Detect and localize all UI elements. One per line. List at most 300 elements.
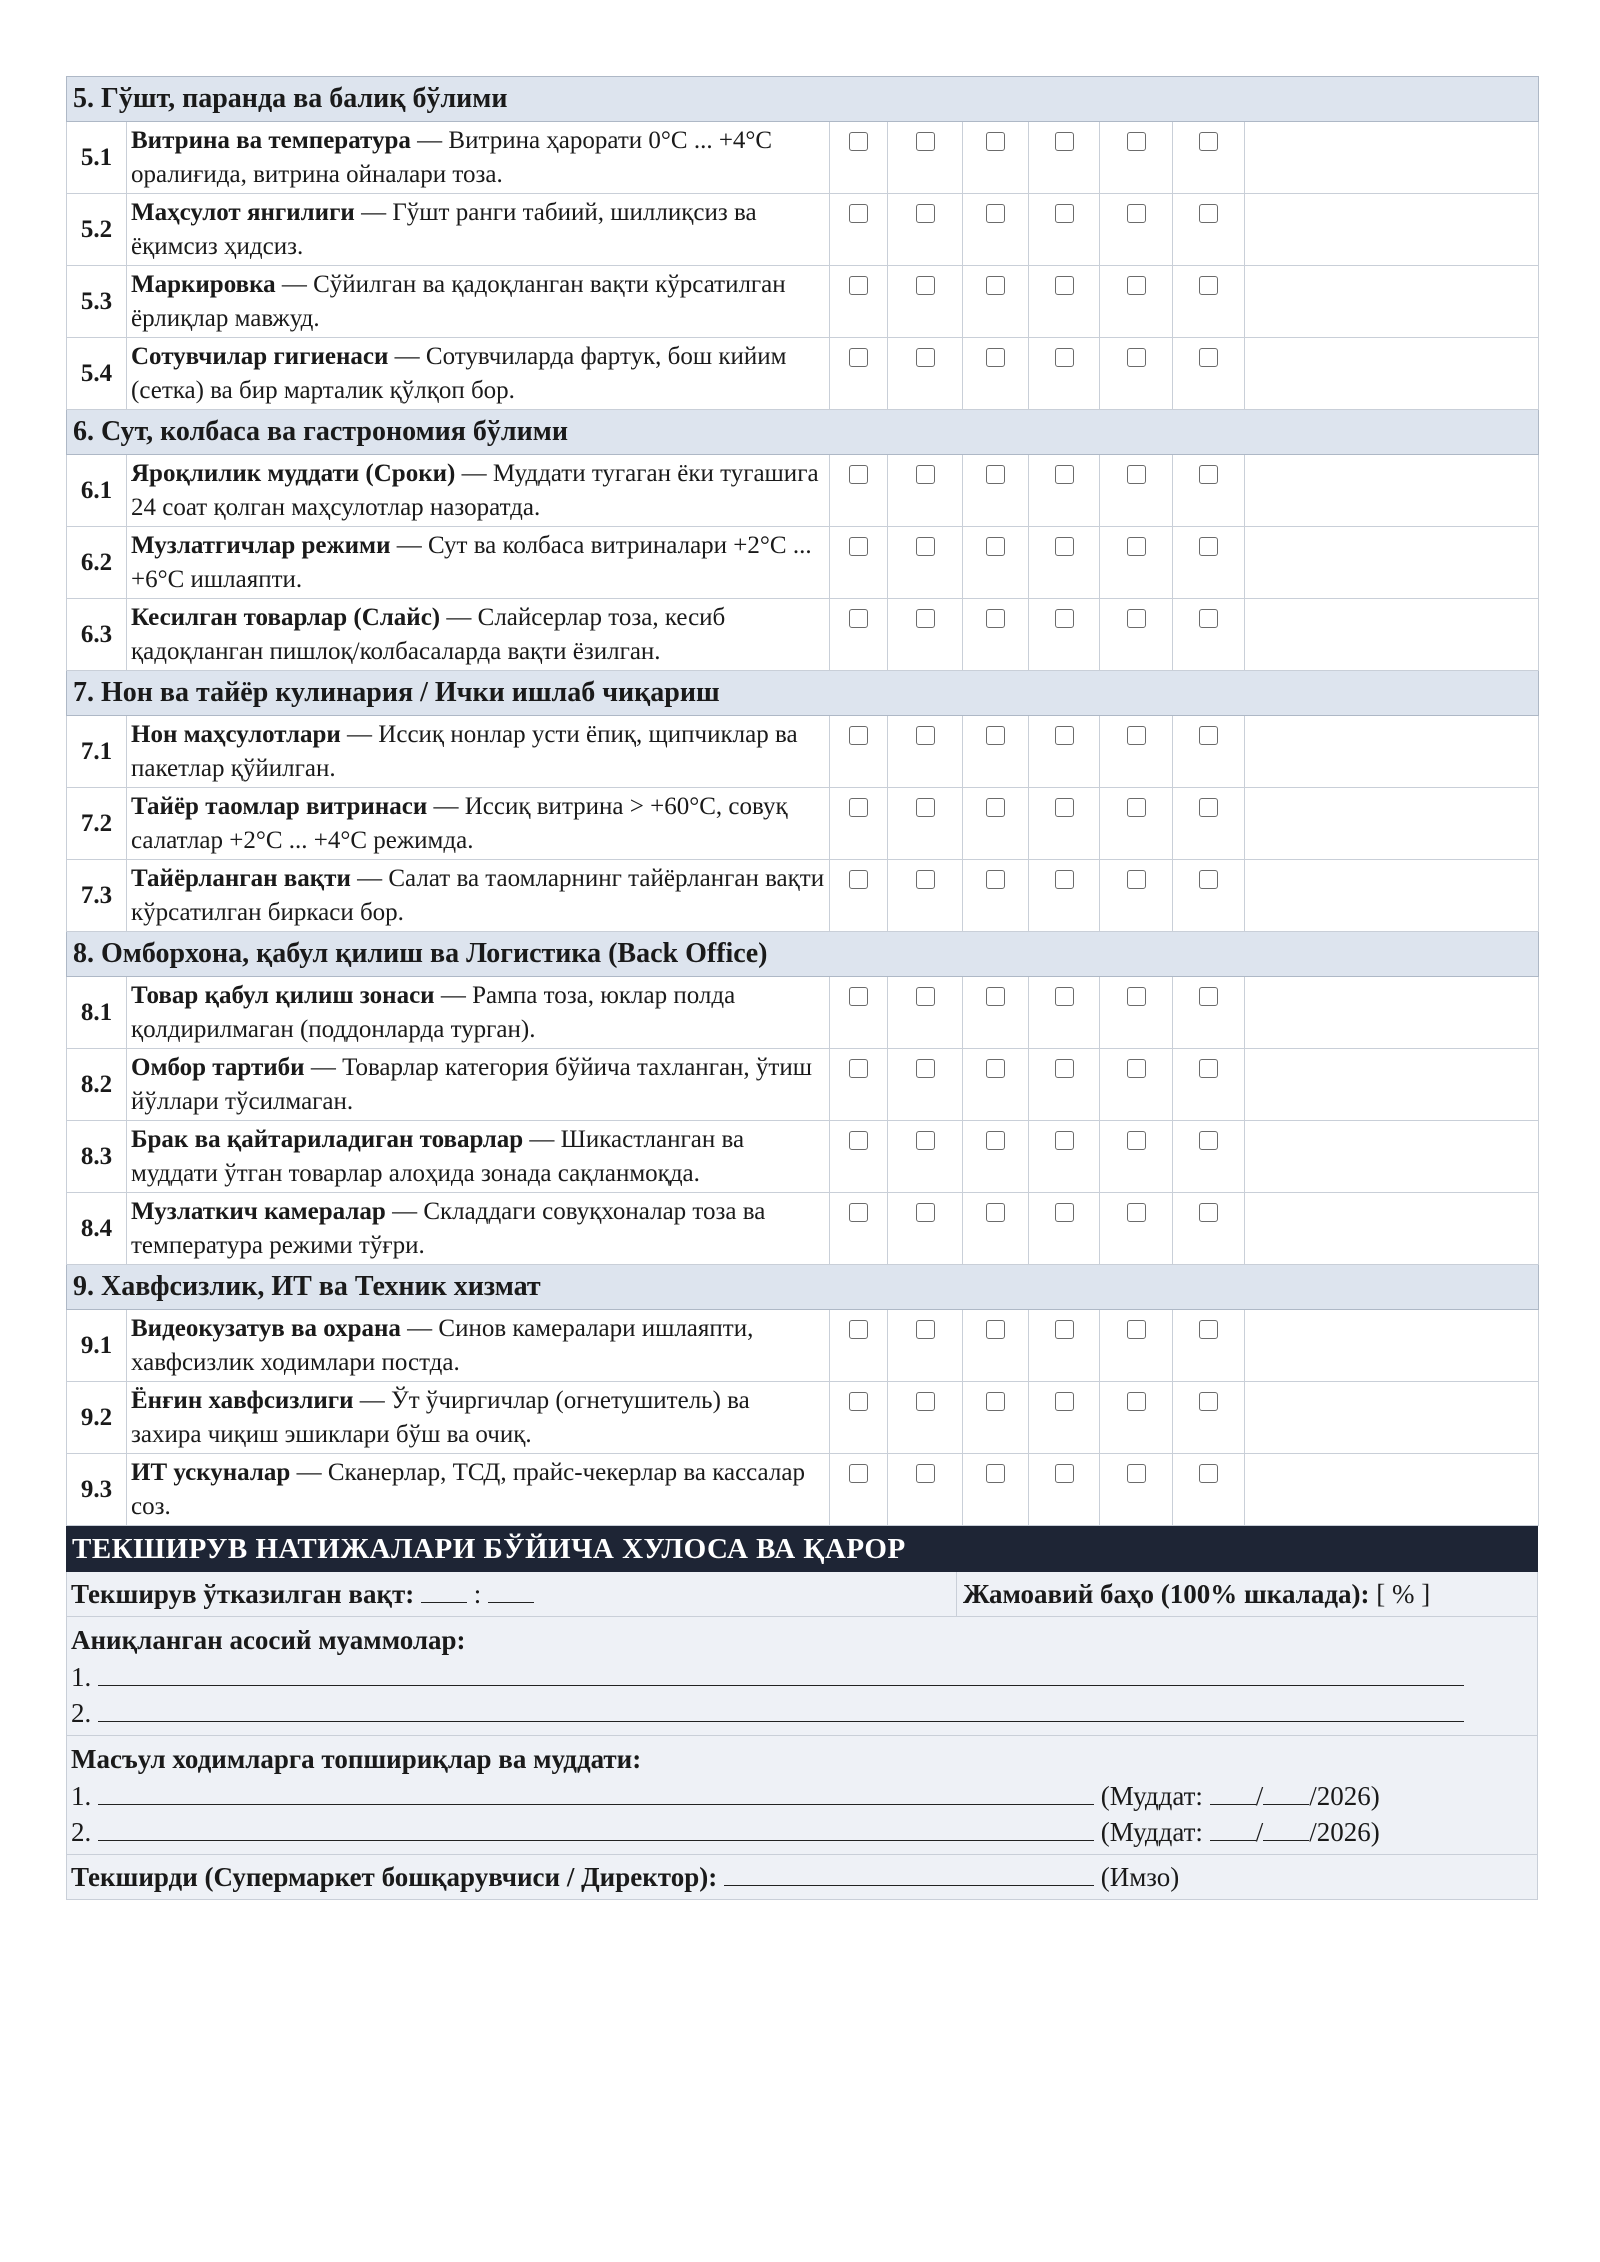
time-colon: :: [473, 1579, 482, 1609]
checked-by-label: Текширди (Супермаркет бошқарувчиси / Директор):: [71, 1862, 718, 1892]
checkbox-cell: [963, 1454, 1029, 1526]
item-number: 8.4: [67, 1193, 127, 1265]
deadline-year: /2026): [1309, 1817, 1380, 1847]
checkbox-cell: [1029, 338, 1100, 410]
checklist-row: [67, 1049, 1539, 1121]
checkbox[interactable]: [916, 132, 935, 151]
checkbox[interactable]: [986, 132, 1005, 151]
checkbox[interactable]: [916, 870, 935, 889]
remarks-cell[interactable]: [1245, 1049, 1539, 1121]
checklist-page: [66, 76, 1538, 1900]
checkbox[interactable]: [849, 1203, 868, 1222]
item-title: Тайёрланган вақти: [131, 865, 351, 892]
task-number: 1.: [71, 1781, 92, 1811]
checkbox-cell: [963, 788, 1029, 860]
checkbox[interactable]: [1127, 870, 1146, 889]
item-number: 5.2: [67, 194, 127, 266]
checkbox-cell: [1173, 977, 1245, 1049]
checkbox-cell: [963, 1121, 1029, 1193]
checkbox[interactable]: [849, 1320, 868, 1339]
checkbox[interactable]: [849, 465, 868, 484]
checkbox[interactable]: [1127, 1203, 1146, 1222]
checkbox[interactable]: [1127, 1320, 1146, 1339]
checkbox-cell: [963, 527, 1029, 599]
checkbox[interactable]: [1199, 1392, 1218, 1411]
checkbox-cell: [830, 338, 888, 410]
checkbox-cell: [830, 266, 888, 338]
item-title: Музлатгичлар режими: [131, 532, 391, 559]
item-number: 7.1: [67, 716, 127, 788]
problem-number: 1.: [71, 1662, 92, 1692]
checkbox[interactable]: [916, 1464, 935, 1483]
item-description: [127, 194, 830, 266]
checkbox-cell: [963, 455, 1029, 527]
item-text: — Шикастланган ва муддати ўтган товарлар алоҳида зонада сақланмоқда.: [131, 1126, 745, 1187]
checkbox[interactable]: [1199, 204, 1218, 223]
time-label: Текширув ўтказилган вақт:: [71, 1579, 415, 1609]
checkbox-cell: [1173, 1382, 1245, 1454]
checkbox-cell: [1029, 788, 1100, 860]
checkbox[interactable]: [916, 987, 935, 1006]
hour-field[interactable]: [421, 1576, 467, 1603]
checkbox[interactable]: [849, 798, 868, 817]
checkbox-cell: [830, 599, 888, 671]
checkbox[interactable]: [1199, 348, 1218, 367]
item-text: — Сканерлар, ТСД, прайс-чекерлар ва кассалар соз.: [131, 1459, 805, 1520]
item-description: [127, 788, 830, 860]
checklist-row: [67, 788, 1539, 860]
item-title: Сотувчилар гигиенаси: [131, 343, 389, 370]
checkbox[interactable]: [849, 870, 868, 889]
deadline-day[interactable]: [1210, 1814, 1256, 1841]
checkbox[interactable]: [916, 537, 935, 556]
checkbox[interactable]: [1055, 1131, 1074, 1150]
checklist-row: [67, 194, 1539, 266]
checkbox-cell: [830, 1121, 888, 1193]
checkbox[interactable]: [1055, 1320, 1074, 1339]
checkbox[interactable]: [916, 1320, 935, 1339]
item-title: Яроқлилик муддати (Сроки): [131, 460, 456, 487]
problem-input[interactable]: [98, 1659, 1464, 1686]
checklist-row: [67, 338, 1539, 410]
checkbox-cell: [830, 1454, 888, 1526]
checkbox[interactable]: [849, 1464, 868, 1483]
checkbox[interactable]: [916, 726, 935, 745]
checkbox-cell: [963, 860, 1029, 932]
checkbox-cell: [963, 1049, 1029, 1121]
item-title: Витрина ва температура: [131, 127, 411, 154]
item-number: 5.4: [67, 338, 127, 410]
checkbox-cell: [1029, 977, 1100, 1049]
remarks-cell[interactable]: [1245, 599, 1539, 671]
checkbox-cell: [830, 527, 888, 599]
checkbox[interactable]: [1199, 1203, 1218, 1222]
checkbox-cell: [1029, 1454, 1100, 1526]
checkbox[interactable]: [1055, 609, 1074, 628]
checkbox-cell: [1173, 266, 1245, 338]
checkbox[interactable]: [1199, 1131, 1218, 1150]
tasks-block: [66, 1736, 1538, 1855]
checkbox[interactable]: [1199, 465, 1218, 484]
deadline-sep: /: [1255, 1817, 1264, 1847]
checklist-row: [67, 455, 1539, 527]
checkbox[interactable]: [849, 609, 868, 628]
item-text: — Товарлар категория бўйича тахланган, ўтиш йўллари тўсилмаган.: [131, 1054, 812, 1115]
checkbox[interactable]: [1055, 1392, 1074, 1411]
checkbox-cell: [1173, 1310, 1245, 1382]
remarks-cell[interactable]: [1245, 338, 1539, 410]
task-input[interactable]: [98, 1814, 1094, 1841]
checkbox-cell: [1173, 599, 1245, 671]
item-description: [127, 1454, 830, 1526]
checklist-row: [67, 1382, 1539, 1454]
remarks-cell[interactable]: [1245, 122, 1539, 194]
checkbox-cell: [1173, 194, 1245, 266]
checkbox-cell: [830, 860, 888, 932]
section-title: 5. Гўшт, паранда ва балиқ бўлими: [67, 77, 1539, 122]
item-title: Кесилган товарлар (Слайс): [131, 604, 441, 631]
task-input[interactable]: [98, 1778, 1094, 1805]
checkbox-cell: [888, 599, 963, 671]
item-title: ИТ ускуналар: [131, 1459, 291, 1486]
item-title: Нон маҳсулотлари: [131, 721, 341, 748]
checkbox[interactable]: [1055, 537, 1074, 556]
item-number: 7.2: [67, 788, 127, 860]
checkbox[interactable]: [986, 1059, 1005, 1078]
checkbox-cell: [888, 527, 963, 599]
checkbox-cell: [1029, 1121, 1100, 1193]
checkbox[interactable]: [1127, 609, 1146, 628]
deadline-day[interactable]: [1210, 1778, 1256, 1805]
checkbox-cell: [1029, 455, 1100, 527]
checkbox-cell: [963, 266, 1029, 338]
item-title: Омбор тартиби: [131, 1054, 305, 1081]
remarks-cell[interactable]: [1245, 266, 1539, 338]
checkbox-cell: [1100, 977, 1173, 1049]
checkbox[interactable]: [986, 987, 1005, 1006]
checkbox[interactable]: [849, 204, 868, 223]
checkbox-cell: [830, 977, 888, 1049]
checkbox[interactable]: [1127, 798, 1146, 817]
item-text: — Салат ва таомларнинг тайёрланган вақти кўрсатилган биркаси бор.: [131, 865, 825, 926]
checkbox[interactable]: [1199, 537, 1218, 556]
checkbox-cell: [1029, 716, 1100, 788]
checkbox-cell: [1100, 1382, 1173, 1454]
item-description: [127, 1049, 830, 1121]
remarks-cell[interactable]: [1245, 455, 1539, 527]
checkbox-cell: [830, 788, 888, 860]
checkbox[interactable]: [986, 1203, 1005, 1222]
checkbox-cell: [963, 1193, 1029, 1265]
section-header: [67, 410, 1539, 455]
score-value[interactable]: [ % ]: [1376, 1579, 1431, 1609]
checkbox[interactable]: [1199, 1320, 1218, 1339]
checkbox-cell: [963, 599, 1029, 671]
checkbox-cell: [830, 716, 888, 788]
checkbox[interactable]: [1127, 465, 1146, 484]
checkbox[interactable]: [986, 726, 1005, 745]
item-text: — Рампа тоза, юклар полда қолдирилмаган (поддонларда турган).: [131, 982, 736, 1043]
item-text: — Складдаги совуқхоналар тоза ва температура режими тўғри.: [131, 1198, 766, 1259]
item-description: [127, 599, 830, 671]
checkbox[interactable]: [916, 1059, 935, 1078]
checklist-row: [67, 122, 1539, 194]
checkbox[interactable]: [986, 798, 1005, 817]
item-number: 6.1: [67, 455, 127, 527]
remarks-cell[interactable]: [1245, 527, 1539, 599]
deadline-label: (Муддат:: [1100, 1817, 1203, 1847]
checkbox-cell: [830, 1193, 888, 1265]
checkbox-cell: [1029, 860, 1100, 932]
checkbox[interactable]: [1055, 465, 1074, 484]
checkbox-cell: [830, 194, 888, 266]
checkbox[interactable]: [849, 537, 868, 556]
checkbox[interactable]: [1055, 1059, 1074, 1078]
checkbox[interactable]: [1055, 1464, 1074, 1483]
checkbox-cell: [1100, 1049, 1173, 1121]
checkbox[interactable]: [916, 798, 935, 817]
problem-number: 2.: [71, 1698, 92, 1728]
section-header: [67, 932, 1539, 977]
item-description: [127, 716, 830, 788]
checkbox-cell: [1100, 527, 1173, 599]
checkbox[interactable]: [1199, 987, 1218, 1006]
checkbox[interactable]: [916, 1392, 935, 1411]
checkbox-cell: [1029, 194, 1100, 266]
checkbox[interactable]: [916, 276, 935, 295]
checkbox[interactable]: [849, 276, 868, 295]
tasks-label: Масъул ходимларга топшириқлар ва муддати:: [71, 1744, 642, 1774]
checkbox[interactable]: [1055, 204, 1074, 223]
checkbox[interactable]: [1199, 609, 1218, 628]
item-text: — Слайсерлар тоза, кесиб қадоқланган пишлоқ/колбасаларда вақти ёзилган.: [131, 604, 726, 665]
checklist-row: [67, 1121, 1539, 1193]
checkbox[interactable]: [986, 348, 1005, 367]
checkbox[interactable]: [1199, 132, 1218, 151]
checkbox[interactable]: [1127, 1131, 1146, 1150]
checkbox[interactable]: [986, 1131, 1005, 1150]
checkbox[interactable]: [916, 204, 935, 223]
problems-block: [66, 1617, 1538, 1736]
checkbox[interactable]: [1127, 726, 1146, 745]
checkbox[interactable]: [1055, 1203, 1074, 1222]
checkbox[interactable]: [1199, 276, 1218, 295]
checkbox[interactable]: [849, 726, 868, 745]
checkbox-cell: [888, 860, 963, 932]
item-number: 9.2: [67, 1382, 127, 1454]
checkbox-cell: [1100, 266, 1173, 338]
checkbox-cell: [830, 455, 888, 527]
checkbox-cell: [1173, 1193, 1245, 1265]
item-text: — Витрина ҳарорати 0°C ... +4°C оралиғида, витрина ойналари тоза.: [131, 127, 773, 188]
checkbox[interactable]: [1055, 987, 1074, 1006]
checkbox-cell: [1173, 527, 1245, 599]
checkbox-cell: [1029, 599, 1100, 671]
checkbox[interactable]: [1199, 798, 1218, 817]
section-header: [67, 1265, 1539, 1310]
checkbox[interactable]: [986, 1320, 1005, 1339]
problem-input[interactable]: [98, 1695, 1464, 1722]
checkbox-cell: [1173, 860, 1245, 932]
deadline-month[interactable]: [1263, 1778, 1309, 1805]
checkbox[interactable]: [986, 276, 1005, 295]
checkbox[interactable]: [916, 1203, 935, 1222]
section-title: 7. Нон ва тайёр кулинария / Ички ишлаб чиқариш: [67, 671, 1539, 716]
item-title: Видеокузатув ва охрана: [131, 1315, 401, 1342]
checkbox[interactable]: [849, 132, 868, 151]
checkbox[interactable]: [1055, 132, 1074, 151]
item-description: [127, 527, 830, 599]
checkbox-cell: [830, 122, 888, 194]
checkbox[interactable]: [1199, 1059, 1218, 1078]
remarks-cell[interactable]: [1245, 1310, 1539, 1382]
item-number: 7.3: [67, 860, 127, 932]
deadline-year: /2026): [1309, 1781, 1380, 1811]
checkbox-cell: [1100, 455, 1173, 527]
item-number: 8.2: [67, 1049, 127, 1121]
checkbox-cell: [963, 1382, 1029, 1454]
checkbox[interactable]: [1127, 204, 1146, 223]
checkbox[interactable]: [1127, 348, 1146, 367]
checkbox[interactable]: [916, 348, 935, 367]
checkbox-cell: [1100, 194, 1173, 266]
checklist-row: [67, 1310, 1539, 1382]
checkbox-cell: [1173, 716, 1245, 788]
checkbox-cell: [1100, 338, 1173, 410]
item-description: [127, 1121, 830, 1193]
checkbox[interactable]: [986, 204, 1005, 223]
checkbox[interactable]: [1055, 348, 1074, 367]
item-description: [127, 977, 830, 1049]
checkbox-cell: [1173, 1121, 1245, 1193]
remarks-cell[interactable]: [1245, 1454, 1539, 1526]
remarks-cell[interactable]: [1245, 1193, 1539, 1265]
checkbox-cell: [1100, 788, 1173, 860]
checkbox-cell: [888, 266, 963, 338]
checkbox[interactable]: [986, 465, 1005, 484]
checkbox-cell: [1029, 1193, 1100, 1265]
checkbox-cell: [888, 194, 963, 266]
checkbox[interactable]: [1127, 1392, 1146, 1411]
checkbox-cell: [1029, 1310, 1100, 1382]
item-description: [127, 455, 830, 527]
item-description: [127, 266, 830, 338]
item-number: 8.1: [67, 977, 127, 1049]
checkbox[interactable]: [1055, 726, 1074, 745]
checklist-row: [67, 599, 1539, 671]
item-title: Маҳсулот янгилиги: [131, 199, 355, 226]
checkbox[interactable]: [1199, 870, 1218, 889]
remarks-cell[interactable]: [1245, 1121, 1539, 1193]
checkbox[interactable]: [986, 870, 1005, 889]
checkbox[interactable]: [849, 348, 868, 367]
remarks-cell[interactable]: [1245, 860, 1539, 932]
checkbox[interactable]: [1199, 726, 1218, 745]
checkbox-cell: [963, 122, 1029, 194]
checkbox-cell: [1100, 860, 1173, 932]
minute-field[interactable]: [488, 1576, 534, 1603]
checkbox[interactable]: [1055, 276, 1074, 295]
item-description: [127, 338, 830, 410]
checkbox[interactable]: [849, 1392, 868, 1411]
checkbox[interactable]: [849, 1131, 868, 1150]
checkbox-cell: [888, 1121, 963, 1193]
score-label: Жамоавий баҳо (100% шкалада):: [963, 1579, 1370, 1609]
checkbox[interactable]: [1055, 798, 1074, 817]
checklist-row: [67, 527, 1539, 599]
checkbox[interactable]: [986, 609, 1005, 628]
checkbox[interactable]: [1127, 132, 1146, 151]
problem-line-2: [71, 1695, 1533, 1731]
checkbox[interactable]: [849, 1059, 868, 1078]
item-number: 9.3: [67, 1454, 127, 1526]
checkbox[interactable]: [986, 1464, 1005, 1483]
problem-line-1: [71, 1659, 1533, 1695]
checkbox-cell: [1029, 1049, 1100, 1121]
checkbox[interactable]: [916, 1131, 935, 1150]
checkbox[interactable]: [849, 987, 868, 1006]
checklist-table: [66, 76, 1539, 1526]
checkbox[interactable]: [986, 1392, 1005, 1411]
item-number: 9.1: [67, 1310, 127, 1382]
remarks-cell[interactable]: [1245, 977, 1539, 1049]
task-line-1: [71, 1778, 1533, 1814]
checkbox-cell: [830, 1310, 888, 1382]
checkbox-cell: [888, 788, 963, 860]
item-text: — Гўшт ранги табиий, шиллиқсиз ва ёқимсиз ҳидсиз.: [131, 199, 757, 260]
remarks-cell[interactable]: [1245, 1382, 1539, 1454]
remarks-cell[interactable]: [1245, 788, 1539, 860]
task-number: 2.: [71, 1817, 92, 1847]
section-title: 9. Хавфсизлик, ИТ ва Техник хизмат: [67, 1265, 1539, 1310]
item-description: [127, 1382, 830, 1454]
item-title: Музлаткич камералар: [131, 1198, 386, 1225]
item-text: — Сўйилган ва қадоқланган вақти кўрсатилган ёрлиқлар мавжуд.: [131, 271, 786, 332]
checkbox-cell: [1029, 122, 1100, 194]
checkbox[interactable]: [1127, 537, 1146, 556]
checkbox-cell: [888, 716, 963, 788]
checkbox-cell: [1029, 527, 1100, 599]
item-number: 6.3: [67, 599, 127, 671]
checkbox[interactable]: [1127, 987, 1146, 1006]
remarks-cell[interactable]: [1245, 194, 1539, 266]
task-line-2: [71, 1814, 1533, 1850]
checklist-row: [67, 860, 1539, 932]
deadline-month[interactable]: [1263, 1814, 1309, 1841]
checkbox[interactable]: [916, 609, 935, 628]
checkbox[interactable]: [1127, 1059, 1146, 1078]
item-text: — Муддати тугаган ёки тугашига 24 соат қолган маҳсулотлар назоратда.: [131, 460, 819, 521]
checkbox[interactable]: [1199, 1464, 1218, 1483]
item-number: 5.1: [67, 122, 127, 194]
conclusion-block: [66, 1526, 1538, 1900]
checkbox[interactable]: [986, 537, 1005, 556]
checkbox[interactable]: [1127, 1464, 1146, 1483]
checklist-row: [67, 716, 1539, 788]
signature-field[interactable]: [724, 1859, 1094, 1886]
checkbox-cell: [963, 194, 1029, 266]
checkbox-cell: [888, 338, 963, 410]
section-title: 8. Омборхона, қабул қилиш ва Логистика (Back Office): [67, 932, 1539, 977]
remarks-cell[interactable]: [1245, 716, 1539, 788]
checkbox-cell: [888, 1049, 963, 1121]
checkbox-cell: [963, 716, 1029, 788]
checkbox-cell: [888, 1382, 963, 1454]
checkbox[interactable]: [1055, 870, 1074, 889]
checkbox-cell: [888, 122, 963, 194]
checkbox[interactable]: [1127, 276, 1146, 295]
checkbox[interactable]: [916, 465, 935, 484]
